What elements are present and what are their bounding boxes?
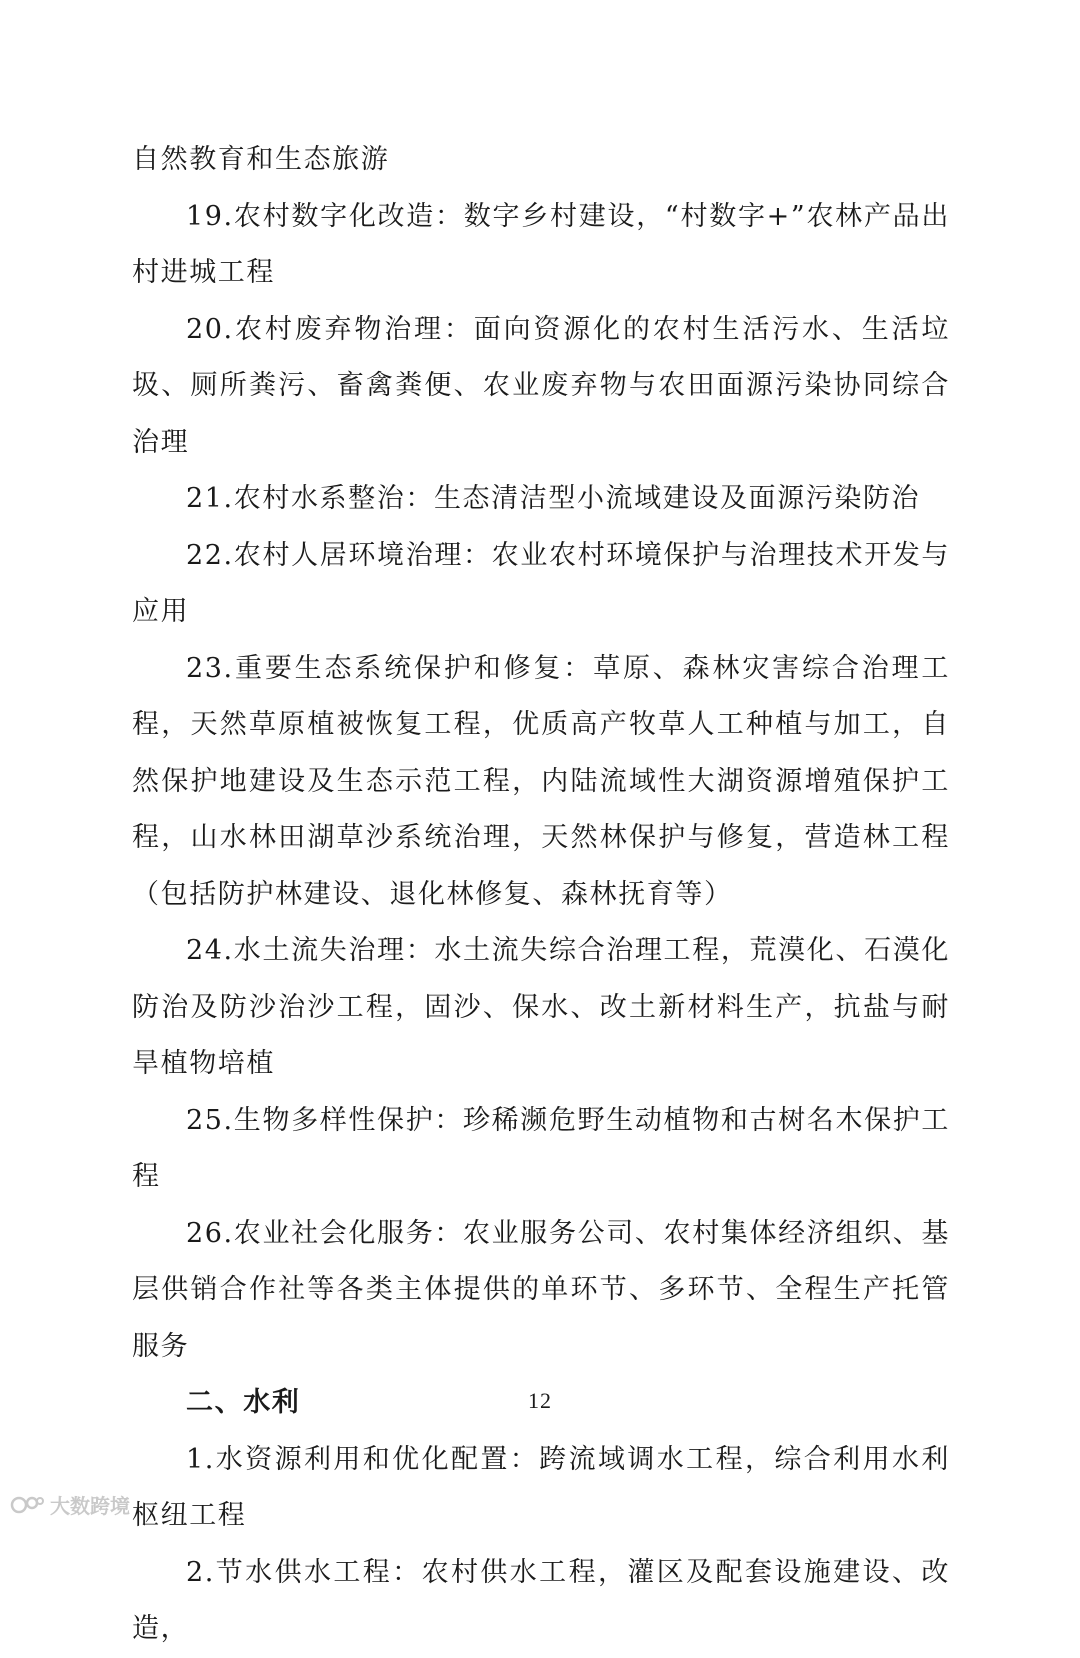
watermark-text: 大数跨境 <box>50 1494 130 1518</box>
paragraph-item-21: 21.农村水系整治：生态清洁型小流域建设及面源污染防治 <box>186 483 921 514</box>
page-number: 12 <box>528 1388 552 1413</box>
paragraph-item-22: 22.农村人居环境治理：农业农村环境保护与治理技术开发与应用 <box>132 539 950 627</box>
document-body <box>132 132 950 1658</box>
paragraph-water-2: 2.节水供水工程：农村供水工程，灌区及配套设施建设、改造， <box>132 1556 950 1644</box>
logo-icon <box>10 1493 44 1517</box>
section-heading: 二、水利 <box>186 1387 301 1418</box>
paragraph-item-26: 26.农业社会化服务：农业服务公司、农村集体经济组织、基层供销合作社等各类主体提供的单环节、多环节、全程生产托管服务 <box>132 1217 950 1362</box>
paragraph-item-24: 24.水土流失治理：水土流失综合治理工程，荒漠化、石漠化防治及防沙治沙工程，固沙、保水、改土新材料生产，抗盐与耐旱植物培植 <box>132 935 950 1079</box>
paragraph-continuation: 自然教育和生态旅游 <box>132 144 390 175</box>
paragraph-item-23: 23.重要生态系统保护和修复：草原、森林灾害综合治理工程，天然草原植被恢复工程，优质高产牧草人工种植与加工，自然保护地建设及生态示范工程，内陆流域性大湖资源增殖保护工程，山水林田湖草沙系统治理，天然林保护与修复，营造林工程（包括防护林建设、退化林修复、森林抚育等） <box>132 652 950 910</box>
watermark <box>10 1490 130 1519</box>
paragraph-water-1: 1.水资源利用和优化配置：跨流域调水工程，综合利用水利枢纽工程 <box>132 1443 950 1531</box>
paragraph-item-20: 20.农村废弃物治理：面向资源化的农村生活污水、生活垃圾、厕所粪污、畜禽粪便、农业废弃物与农田面源污染协同综合治理 <box>132 313 950 458</box>
paragraph-item-25: 25.生物多样性保护：珍稀濒危野生动植物和古树名木保护工程 <box>132 1104 950 1192</box>
paragraph-item-19: 19.农村数字化改造：数字乡村建设，“村数字+”农林产品出村进城工程 <box>132 200 950 288</box>
